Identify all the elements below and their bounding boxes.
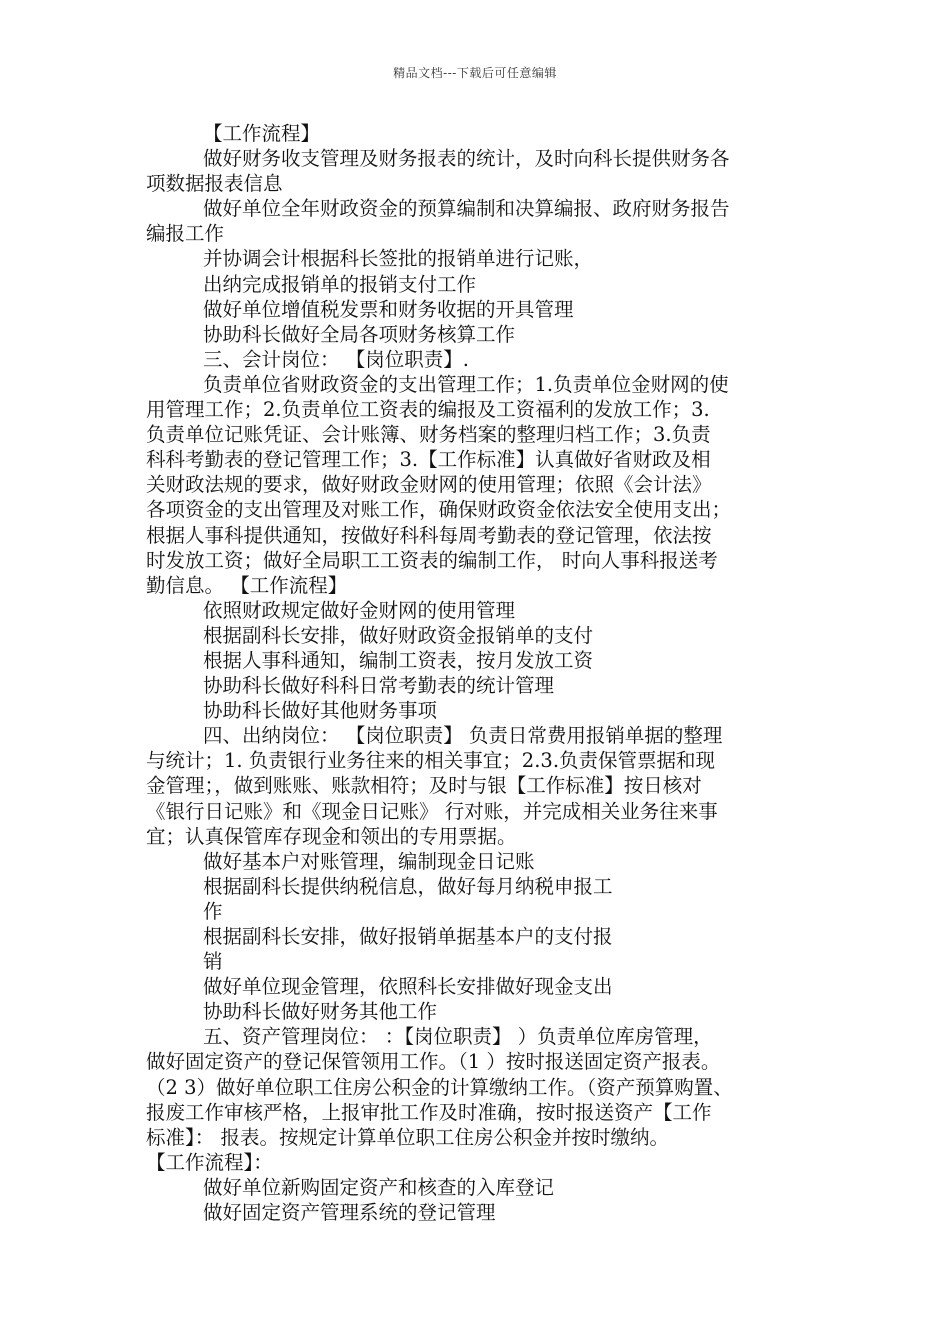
- text-line: 做好财务收支管理及财务报表的统计，及时向科长提供财务各: [203, 147, 730, 171]
- text-line: 依照财政规定做好金财网的使用管理: [203, 598, 516, 622]
- text-line: 出纳完成报销单的报销支付工作: [203, 272, 477, 296]
- text-line: 关财政法规的要求，做好财政金财网的使用管理；依照《会计法》: [146, 473, 712, 497]
- text-line: 根据副科长安排，做好报销单据基本户的支付报: [203, 925, 613, 948]
- text-line: 金管理；，做到账账、账款相符；及时与银【工作标准】按日核对: [146, 774, 702, 798]
- text-line: 根据副科长安排，做好财政资金报销单的支付: [203, 623, 594, 647]
- text-line: 并协调会计根据科长签批的报销单进行记账，: [203, 247, 594, 271]
- text-line: 与统计；1. 负责银行业务往来的相关事宜；2.3.负责保管票据和现: [146, 749, 716, 773]
- text-line: 四、出纳岗位： 【岗位职责】 负责日常费用报销单据的整理: [203, 724, 723, 748]
- text-line: 【工作流程】: [203, 122, 321, 145]
- text-line: 五、资产管理岗位： ：【岗位职责】 ）负责单位库房管理，: [203, 1025, 713, 1049]
- text-line: 科科考勤表的登记管理工作；3.【工作标准】认真做好省财政及相: [146, 448, 711, 472]
- text-line: 根据人事科提供通知，按做好科科每周考勤表的登记管理，依法按: [146, 523, 712, 547]
- text-line: 《银行日记账》和《现金日记账》 行对账，并完成相关业务往来事: [146, 799, 718, 823]
- text-line: 做好固定资产的登记保管领用工作。（1 ）按时报送固定资产报表。: [146, 1050, 721, 1074]
- text-line: 协助科长做好科科日常考勤表的统计管理: [203, 674, 555, 698]
- text-line: 根据副科长提供纳税信息，做好每月纳税申报工: [203, 874, 613, 898]
- text-line: 负责单位省财政资金的支出管理工作；1.负责单位金财网的使: [203, 372, 729, 396]
- text-line: 宜；认真保管库存现金和领出的专用票据。: [146, 824, 517, 848]
- text-line: （2 3）做好单位职工住房公积金的计算缴纳工作。（资产预算购置、: [146, 1075, 733, 1099]
- text-line: 三、会计岗位： 【岗位职责】.: [203, 347, 469, 371]
- text-line: 作: [203, 899, 223, 923]
- text-line: 做好单位新购固定资产和核查的入库登记: [203, 1175, 555, 1199]
- text-line: 协助科长做好全局各项财务核算工作: [203, 322, 516, 346]
- text-line: 时发放工资；做好全局职工工资表的编制工作， 时向人事科报送考: [146, 548, 718, 572]
- text-line: 根据人事科通知，编制工资表，按月发放工资: [203, 648, 594, 672]
- text-line: 做好固定资产管理系统的登记管理: [203, 1201, 496, 1225]
- text-line: 【工作流程】：: [146, 1150, 273, 1174]
- text-line: 报废工作审核严格，上报审批工作及时准确，按时报送资产【工作: [146, 1100, 712, 1124]
- text-line: 做好单位全年财政资金的预算编制和决算编报、政府财务报告: [203, 197, 730, 221]
- text-line: 用管理工作；2.负责单位工资表的编报及工资福利的发放工作；3.: [146, 398, 710, 422]
- text-line: 销: [203, 950, 223, 974]
- text-line: 编报工作: [146, 222, 225, 246]
- text-line: 做好单位增值税发票和财务收据的开具管理: [203, 297, 574, 321]
- text-line: 项数据报表信息: [146, 172, 283, 196]
- text-line: 各项资金的支出管理及对账工作，确保财政资金依法安全使用支出；: [146, 498, 732, 522]
- document-body: [146, 121, 816, 1225]
- text-line: 做好基本户对账管理，编制现金日记账: [203, 849, 535, 873]
- text-line: 勤信息。 【工作流程】: [146, 573, 348, 597]
- text-line: 协助科长做好其他财务事项: [203, 699, 438, 723]
- text-line: 标准】： 报表。按规定计算单位职工住房公积金并按时缴纳。: [146, 1125, 669, 1149]
- page-header: 精品文档---下载后可任意编辑: [393, 66, 557, 80]
- text-line: 负责单位记账凭证、会计账簿、财务档案的整理归档工作；3.负责: [146, 423, 711, 447]
- text-line: 协助科长做好财务其他工作: [203, 1000, 438, 1024]
- text-line: 做好单位现金管理，依照科长安排做好现金支出: [203, 975, 613, 999]
